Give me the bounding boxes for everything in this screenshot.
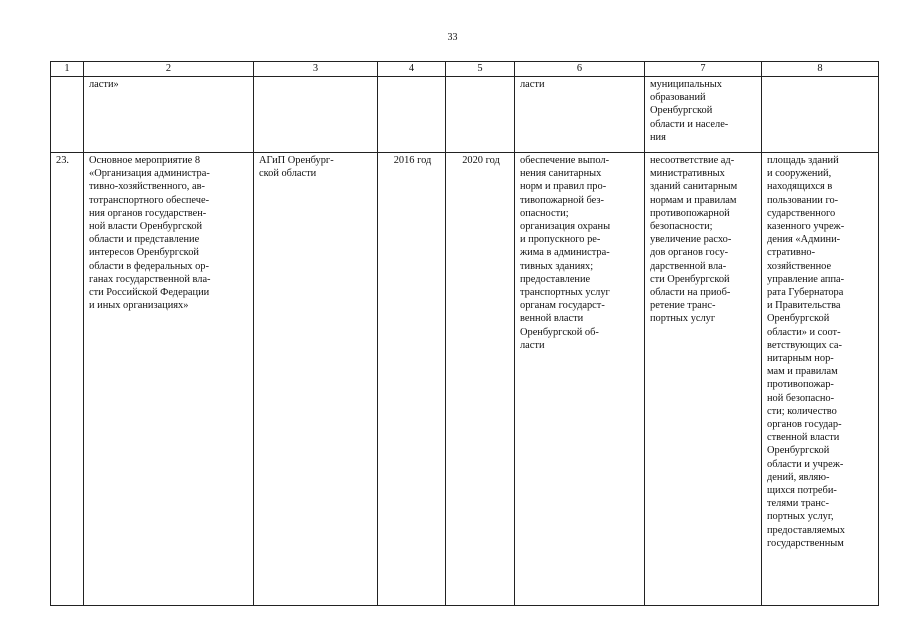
end-year: 2020 год <box>446 153 515 606</box>
related-indicators: площадь зданий и сооружений, находящихся в пользовании го- сударственного казенного учреж- дения «Админи- стративно- хозяйственное управление аппа- рата Губернатора и Правительства Оренбургской области» и соот- ветствующих са- нитарным нор- мам и правилам противопожар- ной безопасно- сти; количество органов государ- ственной власти Оренбургской области и учреж- дений, являю- щихся потреби- телями транс- портных услуг, предоставляемых государственным <box>762 153 879 606</box>
cont-cell-measure: ласти» <box>84 77 254 153</box>
continuation-row <box>51 77 879 153</box>
column-number-4: 4 <box>378 62 446 77</box>
column-number-5: 5 <box>446 62 515 77</box>
table-row-23 <box>51 153 879 606</box>
column-number-6: 6 <box>515 62 645 77</box>
cont-cell-start <box>378 77 446 153</box>
column-number-7: 7 <box>645 62 762 77</box>
executor: АГиП Оренбург- ской области <box>254 153 378 606</box>
start-year: 2016 год <box>378 153 446 606</box>
cont-cell-result: ласти <box>515 77 645 153</box>
cont-cell-indicators <box>762 77 879 153</box>
cont-cell-end <box>446 77 515 153</box>
cont-cell-consequences: муниципальных образований Оренбургской области и населе- ния <box>645 77 762 153</box>
measure-name: Основное мероприятие 8 «Организация администра- тивно-хозяйственного, ав- тотранспортного обеспече- ния органов государствен- ной власти Оренбургской области и представление интересов Оренбургской области в федеральных ор- ганах государственной вла- сти Российской Федерации и иных организациях» <box>84 153 254 606</box>
page-number: 33 <box>447 32 458 43</box>
column-number-3: 3 <box>254 62 378 77</box>
column-number-1: 1 <box>51 62 84 77</box>
program-measures-table <box>50 61 879 606</box>
cont-cell-number <box>51 77 84 153</box>
column-number-row <box>51 62 879 77</box>
expected-result: обеспечение выпол- нения санитарных норм и правил про- тивопожарной без- опасности; организация охраны и пропускного ре- жима в администра- тивных зданиях; предоставление транспортных услуг органам государст- венной власти Оренбургской об- ласти <box>515 153 645 606</box>
column-number-8: 8 <box>762 62 879 77</box>
cont-cell-executor <box>254 77 378 153</box>
non-implementation-consequences: несоответствие ад- министративных зданий санитарным нормам и правилам противопожарной безопасности; увеличение расхо- дов органов госу- дарственной вла- сти Оренбургской области на приоб- ретение транс- портных услуг <box>645 153 762 606</box>
column-number-2: 2 <box>84 62 254 77</box>
row-number: 23. <box>51 153 84 606</box>
